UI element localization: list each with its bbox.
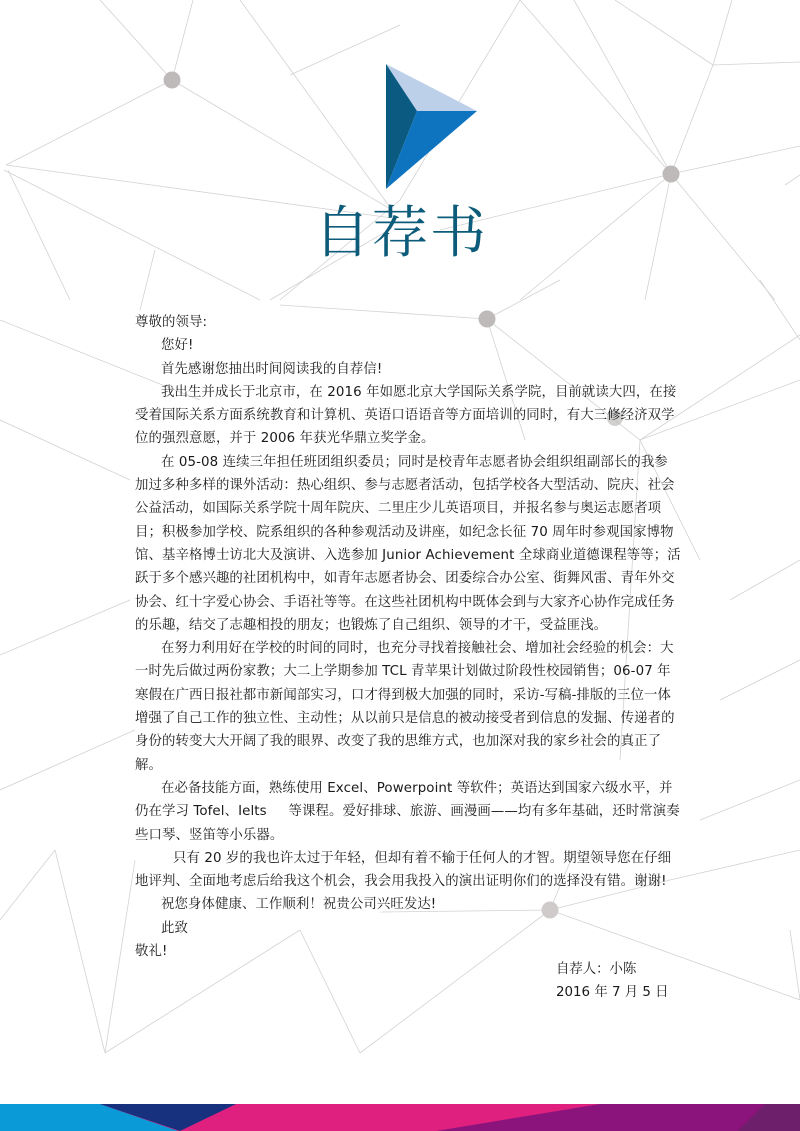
paragraph-line: 寒假在广西日报社都市新闻部实习，口才得到极大加强的同时，采访-写稿-排版的三位一体: [135, 687, 671, 703]
footer-color-band: [0, 1104, 800, 1131]
wishes-line: 祝您身体健康、工作顺利！祝贵公司兴旺发达!: [161, 897, 437, 913]
play-triangle-logo-icon: [384, 62, 480, 192]
paragraph-line: 我出生并成长于北京市，在 2016 年如愿北京大学国际关系学院，目前就读大四，在接: [161, 384, 677, 400]
paragraph-education: [135, 381, 675, 451]
document-title: 自荐书: [314, 201, 488, 266]
paragraph-line: 在努力利用好在学校的时间的同时，也充分寻找着接触社会、增加社会经验的机会：大: [161, 641, 674, 657]
paragraph-line: 身份的转变大大开阔了我的眼界、改变了我的思维方式，也加深对我的家乡社会的真正了: [135, 734, 662, 750]
closing-line-2: 敬礼!: [135, 944, 168, 960]
paragraph-line: 公益活动，如国际关系学院十周年院庆、二里庄少儿英语项目，并报名参与奥运志愿者项: [135, 501, 662, 517]
paragraph-line: 只有 20 岁的我也许太过于年轻，但却有着不输于任何人的才智。期望领导您在仔细: [173, 850, 672, 866]
paragraph-skills: [135, 777, 680, 847]
paragraph-line: 受着国际关系方面系统教育和计算机、英语口语语音等方面培训的同时，有大三修经济双学: [135, 408, 675, 424]
signature-block: [556, 958, 669, 1005]
paragraph-line: 解。: [135, 757, 162, 773]
intro-line: 首先感谢您抽出时间阅读我的自荐信!: [161, 361, 383, 377]
salutation: 尊敬的领导:: [135, 315, 208, 330]
paragraph-line: 仍在学习 Tofel、Ielts 等课程。爱好排球、旅游、画漫画——均有多年基础，还时常演奏: [135, 804, 680, 820]
paragraph-line: 些口琴、竖笛等小乐器。: [135, 827, 284, 843]
signature-date: 2016 年 7 月 5 日: [556, 985, 669, 1001]
paragraph-line: 在 05-08 连续三年担任班团组织委员；同时是校青年志愿者协会组织组副部长的我参: [161, 454, 668, 470]
paragraph-line: 协会、红十字爱心协会、手语社等等。在这些社团机构中既体会到与大家齐心协作完成任务: [135, 594, 675, 610]
paragraph-line: 增强了自己工作的独立性、主动性；从以前只是信息的被动接受者到信息的发掘、传递者的: [135, 711, 675, 727]
closing-line-1: 此致: [161, 920, 188, 936]
paragraph-line: 目；积极参加学校、院系组织的各种参观活动及讲座，如纪念长征 70 周年时参观国家博物: [135, 524, 674, 540]
paragraph-line: 馆、基辛格博士访北大及演讲、入选参加 Junior Achievement 全球商业道德课程等等；活: [135, 547, 681, 563]
paragraph-line: 地评判、全面地考虑后给我这个机会，我会用我投入的演出证明你们的选择没有错。谢谢!: [135, 874, 667, 890]
paragraph-line: 跃于多个感兴趣的社团机构中，如青年志愿者协会、团委综合办公室、街舞风雷、青年外交: [135, 571, 675, 587]
paragraph-activities: [135, 451, 681, 637]
signature-author: 自荐人：小陈: [556, 962, 637, 977]
paragraph-line: 的乐趣，结交了志趣相投的朋友；也锻炼了自己组织、领导的才干，受益匪浅。: [135, 617, 608, 633]
paragraph-experience: [135, 637, 675, 777]
paragraph-line: 加过多种多样的课外活动：热心组织、参与志愿者活动，包括学校各大型活动、院庆、社会: [135, 478, 675, 494]
paragraph-line: 位的强烈意愿，并于 2006 年获光华鼎立奖学金。: [135, 431, 435, 447]
network-node: [663, 166, 680, 183]
paragraph-conclusion: [135, 847, 675, 894]
letter-body: [135, 311, 681, 963]
paragraph-line: 一时先后做过两份家教；大二上学期参加 TCL 青苹果计划做过阶段性校园销售；06-07 年: [135, 664, 671, 680]
greeting: 您好!: [161, 338, 194, 354]
paragraph-line: 在必备技能方面，熟练使用 Excel、Powerpoint 等软件；英语达到国家六级水平，并: [161, 780, 673, 796]
network-node: [164, 72, 181, 89]
